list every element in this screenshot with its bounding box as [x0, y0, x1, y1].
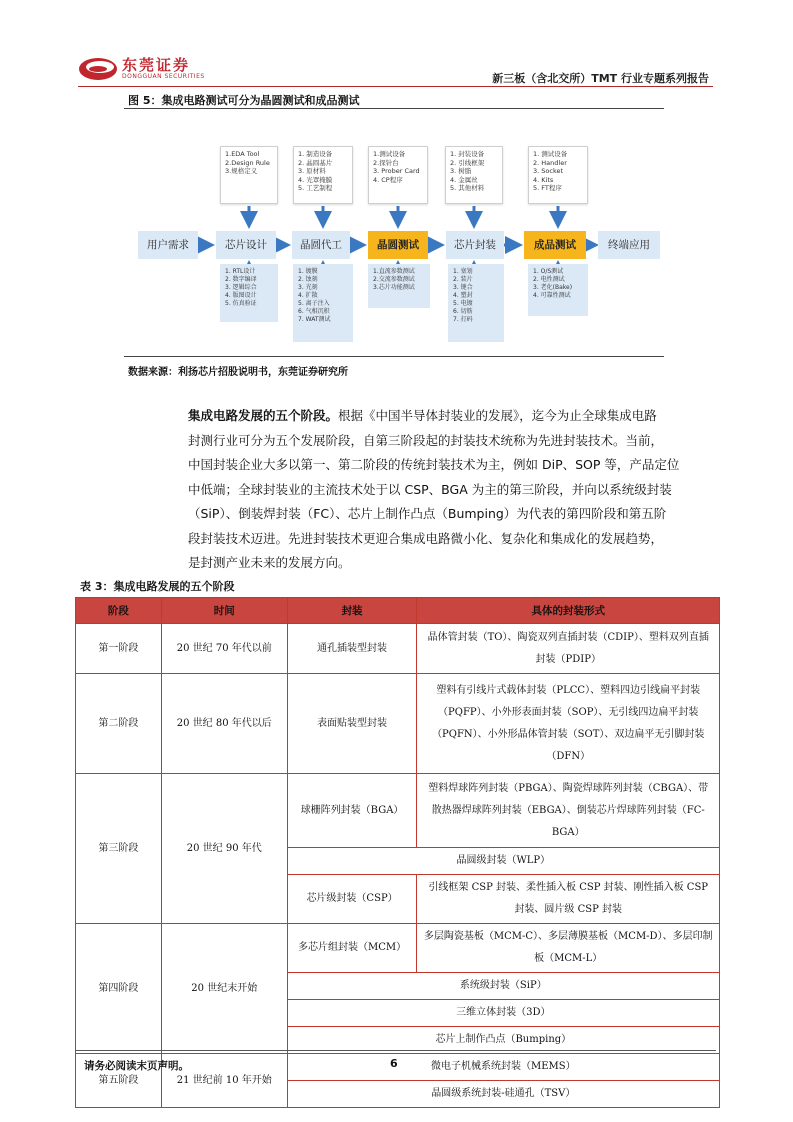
box-line: 2.探针台 [373, 158, 399, 167]
box-line: 4. 版图设计 [225, 292, 257, 299]
cell-detail: 晶体管封装（TO）、陶瓷双列直插封装（CDIP）、塑料双列直插封装（PDIP） [417, 624, 720, 674]
box-line: 1. RTL设计 [225, 268, 256, 275]
paragraph-line: 是封测产业未来的发展方向。 [188, 555, 351, 570]
stages-table [75, 597, 720, 1108]
cell-detail: 塑料焊球阵列封装（PBGA）、陶瓷焊球阵列封装（CBGA）、带散热器焊球阵列封装（EBGA）、倒装芯片焊球阵列封装（FC-BGA） [417, 774, 720, 848]
stage-final-test: 成品测试 [524, 231, 586, 259]
box-line: 3. 逻辑综合 [225, 284, 257, 291]
box-line: 7. WAT测试 [298, 316, 331, 323]
stage-user-demand: 用户需求 [138, 231, 198, 259]
footer-divider [76, 1050, 716, 1051]
box-line: 3. 光刻 [298, 284, 318, 291]
box-line: 2.交流参数测试 [373, 276, 415, 283]
table-row [76, 774, 720, 848]
logo-en-text: DONGGUAN SECURITIES [122, 73, 205, 80]
cell-stage: 第五阶段 [76, 1054, 162, 1108]
table-row [76, 924, 720, 973]
cell-detail: 引线框架 CSP 封装、柔性插入板 CSP 封装、刚性插入板 CSP 封装、圆片级 CSP 封装 [417, 875, 720, 924]
box-line: 5. 工艺制程 [298, 184, 333, 192]
table-row [76, 624, 720, 674]
box-line: 2. 引线框架 [450, 158, 485, 167]
box-line: 1.直流参数测试 [373, 268, 415, 275]
box-line: 5. FT程序 [533, 184, 562, 192]
paragraph-lead: 集成电路发展的五个阶段。 [188, 408, 339, 423]
box-line: 3.规格定义 [225, 167, 258, 175]
report-title: 新三板（含北交所）TMT 行业专题系列报告 [492, 72, 709, 85]
box-line: 2. 晶圆基片 [298, 158, 333, 167]
box-line: 4. 可靠性测试 [533, 292, 571, 299]
cell-merged: 三维立体封装（3D） [287, 1000, 719, 1027]
figure-source: 数据来源：利扬芯片招股说明书，东莞证券研究所 [128, 367, 348, 378]
paragraph-line: 中国封装企业大多以第一、第二阶段的传统封装技术为主，例如 DiP、SOP 等，产品定位 [188, 457, 680, 472]
box-line: 3. Socket [533, 167, 564, 175]
box-line: 4. 塑封 [453, 292, 473, 299]
box-line: 7. 打码 [453, 316, 473, 323]
page-number: 6 [390, 1057, 398, 1070]
cell-detail: 塑料有引线片式载体封装（PLCC）、塑料四边引线扁平封装（PQFP）、小外形表面封装（SOP）、无引线四边扁平封装（PQFN）、小外形晶体管封装（SOT）、双边扁平无引脚封装（DFN） [417, 674, 720, 774]
paragraph-line: 根据《中国半导体封装业的发展》，迄今为止全球集成电路 [338, 408, 657, 423]
cell-stage: 第四阶段 [76, 924, 162, 1054]
cell-merged: 芯片上制作凸点（Bumping） [287, 1027, 719, 1054]
logo-cn-text: 东莞证券 [122, 56, 191, 74]
box-line: 3.芯片功能测试 [373, 284, 415, 291]
cell-time: 20 世纪 80 年代以后 [161, 674, 287, 774]
box-line: 4. 光罩掩膜 [298, 175, 333, 184]
paragraph-line: （SiP）、倒装焊封装（FC）、芯片上制作凸点（Bumping）为代表的第四阶段和第五阶 [188, 506, 667, 521]
stage-terminal-app: 终端应用 [598, 231, 660, 259]
box-line: 3. 树脂 [450, 167, 472, 175]
cell-package: 球栅阵列封装（BGA） [287, 774, 417, 848]
cell-merged: 晶圆级封装（WLP） [287, 848, 719, 875]
box-line: 1. 塞划 [453, 268, 473, 275]
box-line: 3. Prober Card [373, 167, 420, 175]
box-line: 2. 电性测试 [533, 276, 565, 283]
cell-package: 通孔插装型封装 [287, 624, 417, 674]
cell-stage: 第一阶段 [76, 624, 162, 674]
bottom-box-packaging [448, 264, 504, 342]
table-row [76, 674, 720, 774]
box-line: 4. Kits [533, 175, 554, 184]
cell-time: 20 世纪 70 年代以前 [161, 624, 287, 674]
figure-top-rule [124, 108, 664, 109]
company-logo [78, 52, 218, 86]
box-line: 1. O/S测试 [533, 268, 564, 275]
header-package: 封装 [287, 598, 417, 624]
stage-chip-design: 芯片设计 [216, 231, 276, 259]
box-line: 1.测试设备 [373, 150, 406, 158]
box-line: 1. 封装设备 [450, 150, 485, 158]
bottom-box-wafer-test [368, 264, 430, 308]
box-line: 2. 数字编译 [225, 276, 257, 283]
header-time: 时间 [161, 598, 287, 624]
bottom-box-foundry [293, 264, 353, 342]
figure-caption: 图 5：集成电路测试可分为晶圆测试和成品测试 [128, 94, 360, 107]
paragraph-line: 中低端；全球封装业的主流技术处于以 CSP、BGA 为主的第三阶段，并向以系统级封装 [188, 481, 672, 497]
header-detail: 具体的封装形式 [417, 598, 720, 624]
cell-time: 20 世纪 90 年代 [161, 774, 287, 924]
header-stage: 阶段 [76, 598, 162, 624]
box-line: 5. 其他材料 [450, 184, 485, 192]
box-line: 4. CP程序 [373, 175, 403, 184]
paragraph-line: 段封装技术迈进。先进封装技术更迎合集成电路微小化、复杂化和集成化的发展趋势， [188, 530, 664, 546]
cell-package: 多芯片组封装（MCM） [287, 924, 417, 973]
box-line: 1. 测试设备 [533, 150, 568, 158]
cell-merged: 微电子机械系统封装（MEMS） [287, 1054, 719, 1081]
table-header-row [76, 598, 720, 624]
box-line: 1.EDA Tool [225, 150, 260, 158]
cell-detail: 多层陶瓷基板（MCM-C）、多层薄膜基板（MCM-D）、多层印制板（MCM-L） [417, 924, 720, 973]
cell-merged: 晶圆级系统封装-硅通孔（TSV） [287, 1081, 719, 1108]
figure-bottom-rule [124, 356, 664, 357]
logo-emblem-icon [78, 54, 118, 84]
box-line: 5. 仿真验证 [225, 300, 257, 307]
cell-merged: 系统级封装（SiP） [287, 973, 719, 1000]
box-line: 4. 金属丝 [450, 175, 478, 184]
cell-package: 芯片级封装（CSP） [287, 875, 417, 924]
stage-foundry: 晶圆代工 [292, 231, 350, 259]
stage-packaging: 芯片封装 [446, 231, 504, 259]
bottom-box-design [220, 264, 278, 322]
box-line: 6. 气相沉积 [298, 308, 330, 315]
box-line: 1. 镀膜 [298, 268, 318, 275]
cell-package: 表面贴装型封装 [287, 674, 417, 774]
cell-time: 21 世纪前 10 年开始 [161, 1054, 287, 1108]
header-divider [78, 86, 713, 87]
box-line: 2. Handler [533, 158, 567, 167]
box-line: 2.Design Rule [225, 158, 270, 167]
box-line: 5. 电镀 [453, 300, 473, 307]
box-line: 2. 装片 [453, 276, 473, 283]
box-line: 2. 蚀刻 [298, 276, 318, 283]
flow-diagram [138, 140, 663, 350]
box-line: 1. 制造设备 [298, 150, 333, 158]
box-line: 3. 键合 [453, 284, 473, 291]
paragraph-line: 封测行业可分为五个发展阶段，自第三阶段起的封装技术统称为先进封装技术。当前， [188, 432, 664, 448]
table-caption: 表 3：集成电路发展的五个阶段 [80, 580, 235, 593]
footer-disclaimer: 请务必阅读末页声明。 [84, 1060, 189, 1072]
cell-stage: 第三阶段 [76, 774, 162, 924]
box-line: 3. 原材料 [298, 167, 326, 175]
bottom-box-final-test [528, 264, 588, 316]
cell-stage: 第二阶段 [76, 674, 162, 774]
stage-wafer-test: 晶圆测试 [368, 231, 428, 259]
box-line: 6. 切筋 [453, 308, 473, 315]
body-paragraph [188, 404, 716, 576]
box-line: 3. 老化(Bake) [533, 284, 573, 291]
box-line: 5. 离子注入 [298, 300, 330, 307]
cell-time: 20 世纪末开始 [161, 924, 287, 1054]
box-line: 4. 扩散 [298, 292, 318, 299]
